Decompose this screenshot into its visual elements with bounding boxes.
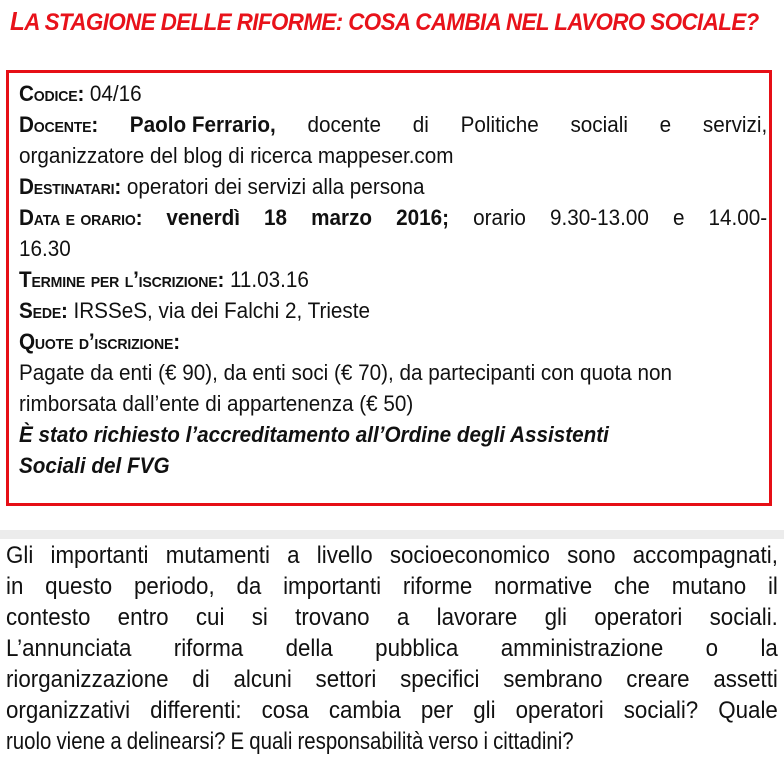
paragraph-line [6,726,712,757]
paragraph-word: livello [316,542,373,569]
codice-label: Codice: [19,81,85,106]
docente-name: Paolo Ferrario, [129,112,276,137]
paragraph-word: Gli [6,542,34,569]
paragraph-word: lavorare [436,604,518,631]
docente-word: servizi, [702,112,768,137]
time-word: 9.30-13.00 [549,205,649,230]
accreditamento-line-2: Sociali del FVG [19,453,170,478]
data-orario-row [19,202,767,233]
paragraph-line [6,602,778,633]
accreditamento-line-1: È stato richiesto l’accreditamento all’Ordine degli Assistenti [19,422,609,447]
paragraph-word: a [287,542,300,569]
paragraph-word: il [767,573,778,600]
paragraph-word: normative [494,573,593,600]
quote-line-1: Pagate da enti (€ 90), da enti soci (€ 70), da partecipanti con quota non [19,360,673,385]
paragraph-word: importanti [50,542,149,569]
paragraph-word: che [613,573,650,600]
paragraph-word: in [6,573,24,600]
paragraph-word: si [251,604,268,631]
docente-row-2: organizzatore del blog di ricerca mappeser.com [19,143,454,168]
paragraph-word: cittadini? [493,728,574,755]
title-rest: A STAGIONE DELLE RIFORME: COSA CAMBIA NEL LAVORO SOCIALE? [24,9,759,36]
paragraph-word: o [705,635,719,662]
date-word: venerdì [166,205,241,230]
paragraph-word: verso [428,728,479,755]
paragraph-word: sociali? [623,697,699,724]
paragraph-word: E [230,728,245,755]
time-word: e [672,205,685,230]
paragraph-word: importanti [283,573,382,600]
date-word: 18 [264,205,288,230]
paragraph-word: contesto [6,604,91,631]
paragraph-word: da [236,573,262,600]
docente-word: e [659,112,672,137]
docente-word: docente [307,112,382,137]
docente-row [19,109,767,140]
termine-value: 11.03.16 [224,267,309,292]
paragraph-word: riforme [402,573,473,600]
quote-row [19,326,716,357]
docente-word: sociali [570,112,628,137]
paragraph-word: mutamenti [165,542,270,569]
paragraph-word: alcuni [233,666,292,693]
sede-label: Sede: [19,298,68,323]
paragraph-word: socioeconomico [389,542,550,569]
destinatari-label: Destinatari: [19,174,122,199]
paragraph-word: questo [45,573,113,600]
paragraph-line [6,540,778,571]
paragraph-word: operatori [515,697,604,724]
paragraph-word: sono [567,542,616,569]
paragraph-word: cambia [328,697,401,724]
paragraph-line [6,571,778,602]
paragraph-word: gli [544,604,567,631]
course-info-box [6,70,772,506]
paragraph-word: la [760,635,778,662]
paragraph-word: pubblica [375,635,459,662]
paragraph-word: cosa [261,697,309,724]
time-word: orario [473,205,526,230]
quote-line-2: rimborsata dall’ente di appartenenza (€ 50) [19,391,414,416]
paragraph-word: i [483,728,488,755]
quote-label: Quote d’iscrizione: [19,329,180,354]
paragraph-word: sociali. [709,604,778,631]
paragraph-word: delinearsi? [126,728,226,755]
paragraph-word: mutano [671,573,747,600]
title-first-letter: L [10,6,25,36]
paragraph-word: sembrano [503,666,603,693]
termine-label: Termine per l’iscrizione: [19,267,225,292]
codice-row [19,78,716,109]
paragraph-word: di [192,666,210,693]
paragraph-word: ruolo [6,728,52,755]
page-title [10,6,759,37]
paragraph-line [6,633,778,664]
docente-label: Docente: [19,112,99,137]
time-word: 14.00- [708,205,768,230]
paragraph-word: entro [117,604,169,631]
paragraph-word: assetti [713,666,778,693]
sede-value: IRSSeS, via dei Falchi 2, Trieste [67,298,371,323]
paragraph-word: per [420,697,454,724]
paragraph-word: periodo, [133,573,215,600]
paragraph-word: L’annunciata [6,635,132,662]
paragraph-word: settori [315,666,377,693]
paragraph-word: accompagnati, [632,542,778,569]
paragraph-word: a [110,728,122,755]
paragraph-word: differenti: [150,697,242,724]
destinatari-row [19,171,716,202]
paragraph-word: organizzativi [6,697,131,724]
paragraph-line [6,695,778,726]
paragraph-word: responsabilità [297,728,424,755]
date-word: marzo [311,205,373,230]
paragraph-word: a [396,604,410,631]
codice-value: 04/16 [84,81,142,106]
paragraph-word: cui [195,604,225,631]
data-orario-row-2: 16.30 [19,236,71,261]
docente-word: Politiche [460,112,539,137]
paragraph-word: operatori [594,604,683,631]
paragraph-word: amministrazione [500,635,664,662]
paragraph-word: trovano [295,604,370,631]
paragraph-word: creare [626,666,690,693]
paragraph-word: specifici [400,666,480,693]
paragraph-word: Quale [718,697,778,724]
paragraph-word: quali [249,728,293,755]
sede-row [19,295,716,326]
docente-word: di [412,112,429,137]
paragraph-line [6,664,778,695]
date-word: 2016; [396,205,450,230]
paragraph-word: riforma [173,635,244,662]
paragraph-word: riorganizzazione [6,666,169,693]
section-divider [0,530,784,539]
paragraph-word: gli [473,697,496,724]
paragraph-word: della [285,635,333,662]
data-orario-label: Data e orario: [19,205,143,230]
description-paragraph [6,540,778,757]
paragraph-word: viene [56,728,106,755]
termine-row [19,264,716,295]
destinatari-value: operatori dei servizi alla persona [121,174,425,199]
